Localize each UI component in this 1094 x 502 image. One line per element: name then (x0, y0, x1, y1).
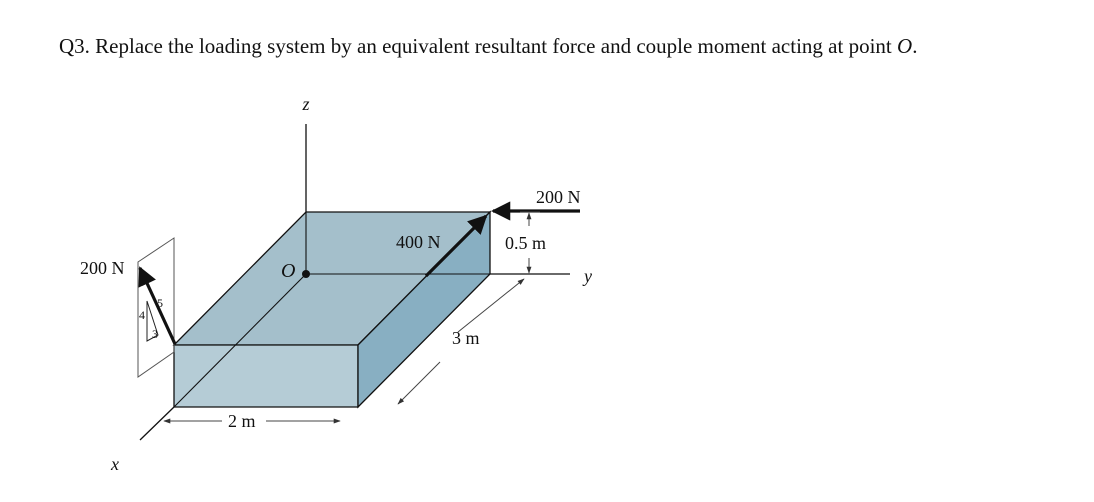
question-suffix: . (912, 34, 918, 58)
force-middle-label: 400 N (396, 232, 441, 252)
question-prefix: Q3. Replace the loading system by an equivalent resultant force and couple moment acting at point (59, 34, 898, 58)
dim-length-label: 3 m (452, 328, 480, 348)
question-point: O (897, 34, 913, 58)
slope-hypotenuse: 5 (157, 296, 163, 310)
dim-length-line-b (398, 362, 440, 404)
dim-width-label: 2 m (228, 411, 256, 431)
slope-side-vertical: 4 (139, 308, 145, 322)
force-top-right-label: 200 N (536, 187, 581, 207)
box-front-face (174, 345, 358, 407)
origin-label: O (281, 260, 296, 282)
dim-offset-label: 0.5 m (505, 233, 547, 253)
x-axis-label: x (111, 454, 119, 474)
slope-side-horizontal: 3 (152, 327, 158, 341)
y-axis-label: y (584, 266, 592, 286)
force-left-label: 200 N (80, 258, 125, 278)
x-axis (140, 407, 174, 440)
origin-point (302, 270, 310, 278)
z-axis-label: z (302, 94, 310, 114)
